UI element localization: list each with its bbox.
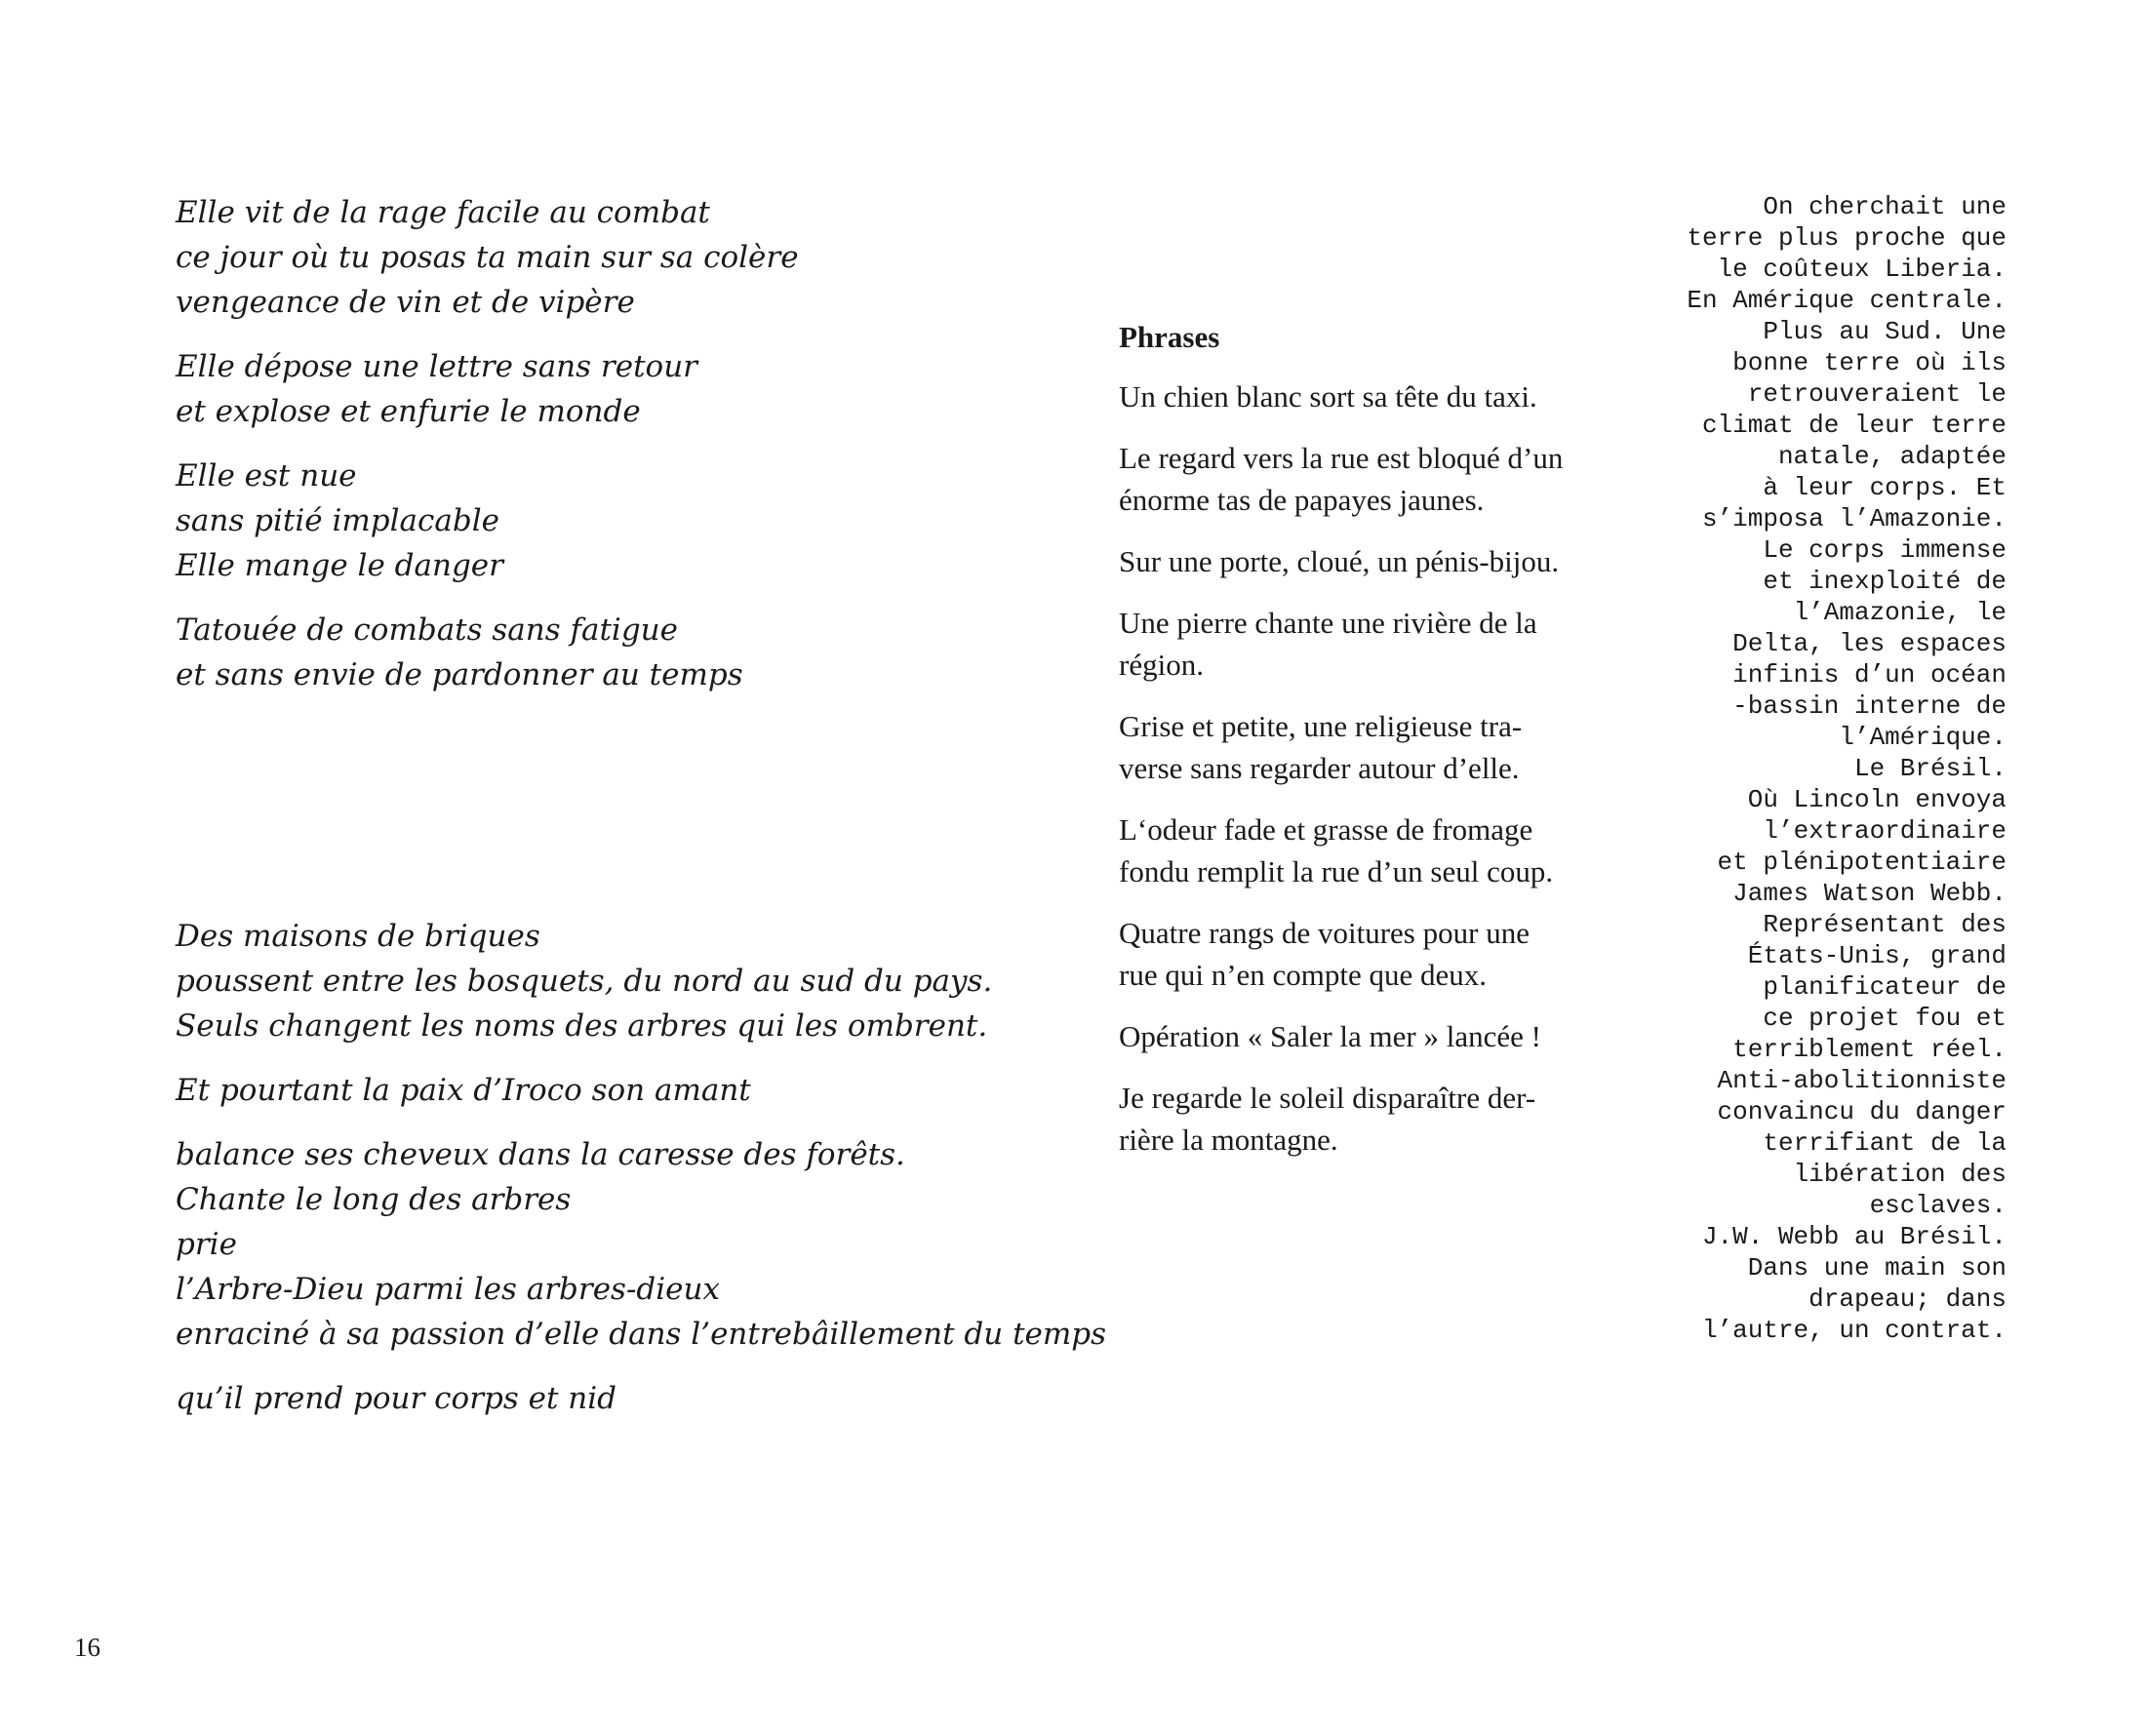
poem-line: Des maisons de briques — [176, 919, 540, 954]
poem-stanza — [176, 1068, 1053, 1113]
poem-stanza — [176, 190, 1053, 325]
phrase-line: Sur une porte, cloué, un pénis-bijou. — [1119, 544, 1560, 578]
poem-line: Seuls changent les noms des arbres qui les ombrent. — [176, 1008, 988, 1044]
typewriter-line: le coûteux Liberia. — [1717, 255, 2007, 284]
poem-line: sans pitié implacable — [176, 503, 499, 538]
poem-stanza — [176, 914, 1053, 1048]
poem-stanza — [176, 454, 1053, 588]
phrase-line: Un chien blanc sort sa tête du taxi. — [1119, 379, 1537, 414]
phrase-line: Opération « Saler la mer » lancée ! — [1119, 1019, 1541, 1053]
poem-line: Tatouée de combats sans fatigue — [176, 612, 678, 648]
typewriter-line: terriblement réel. — [1732, 1035, 2007, 1064]
poem-line: qu’il prend pour corps et nid — [176, 1381, 616, 1416]
poem-stanza — [176, 1376, 1053, 1421]
phrase — [1119, 809, 1607, 892]
phrase — [1119, 540, 1607, 582]
poem-line: Chante le long des arbres — [176, 1182, 572, 1217]
phrases-section — [1119, 316, 1607, 1180]
typewriter-line: l’Amérique. — [1839, 723, 2007, 752]
poem-stanza — [176, 608, 1053, 697]
phrase-line: Une pierre chante une rivière de la — [1119, 606, 1537, 640]
phrase-line: verse sans regarder autour d’elle. — [1119, 751, 1520, 785]
phrase — [1119, 912, 1607, 996]
typewriter-line: Où Lincoln envoya — [1747, 785, 2007, 814]
typewriter-line: esclaves. — [1869, 1191, 2007, 1220]
poem-line: Elle vit de la rage facile au combat — [176, 195, 710, 230]
phrases-title: Phrases — [1119, 320, 1220, 354]
typewriter-line: drapeau; dans — [1808, 1284, 2007, 1314]
phrase — [1119, 1077, 1607, 1161]
poem-line: et explose et enfurie le monde — [176, 394, 641, 429]
typewriter-line: planificateur de — [1763, 972, 2007, 1002]
typewriter-line: -bassin interne de — [1732, 691, 2007, 721]
typewriter-line: James Watson Webb. — [1732, 879, 2007, 908]
page-number: 16 — [74, 1633, 100, 1662]
typewriter-line: Delta, les espaces — [1732, 629, 2007, 658]
phrase — [1119, 375, 1607, 417]
typewriter-line: et inexploité de — [1763, 567, 2007, 596]
typewriter-line: terrifiant de la — [1763, 1128, 2007, 1158]
phrase-line: énorme tas de papayes jaunes. — [1119, 483, 1485, 517]
typewriter-line: convaincu du danger — [1717, 1097, 2007, 1126]
poem-top — [176, 190, 1053, 717]
phrase-line: rière la montagne. — [1119, 1123, 1338, 1157]
typewriter-line: l’autre, un contrat. — [1701, 1316, 2007, 1345]
typewriter-line: et plénipotentiaire — [1717, 848, 2007, 877]
poem-stanza — [176, 344, 1053, 434]
poem-line: Elle est nue — [176, 458, 357, 493]
typewriter-line: ce projet fou et — [1763, 1004, 2007, 1033]
typewriter-line: l’Amazonie, le — [1793, 598, 2007, 627]
poem-stanza — [176, 1132, 1107, 1357]
poem-line: Et pourtant la paix d’Iroco son amant — [176, 1073, 751, 1108]
typewriter-line: Représentant des — [1763, 910, 2007, 939]
typewriter-line: s’imposa l’Amazonie. — [1701, 504, 2007, 533]
phrase — [1119, 1015, 1607, 1057]
typewriter-line: États-Unis, grand — [1747, 941, 2007, 970]
typewriter-line: libération des — [1793, 1160, 2007, 1189]
poem-line: et sans envie de pardonner au temps — [176, 657, 743, 692]
typewriter-line: J.W. Webb au Brésil. — [1701, 1222, 2007, 1251]
typewriter-line: On cherchait une — [1763, 192, 2007, 221]
poem-line: Elle mange le danger — [176, 548, 503, 583]
typewriter-line: bonne terre où ils — [1732, 348, 2007, 377]
poem-line: poussent entre les bosquets, du nord au sud du pays. — [176, 964, 993, 999]
phrase — [1119, 602, 1607, 686]
poem-bottom — [176, 914, 1107, 1440]
typewriter-line: Dans une main son — [1747, 1253, 2007, 1282]
typewriter-line: l’extraordinaire — [1763, 816, 2007, 846]
phrase-line: fondu remplit la rue d’un seul coup. — [1119, 854, 1554, 888]
typewriter-line: Le Brésil. — [1853, 754, 2007, 783]
poem-line: balance ses cheveux dans la caresse des forêts. — [176, 1137, 905, 1172]
poem-line: prie — [176, 1227, 237, 1262]
phrase-line: L‘odeur fade et grasse de fromage — [1119, 812, 1533, 847]
phrase-line: rue qui n’en compte que deux. — [1119, 958, 1488, 992]
phrase — [1119, 437, 1607, 521]
typewriter-line: Le corps immense — [1763, 535, 2007, 565]
phrase-line: Le regard vers la rue est bloqué d’un — [1119, 441, 1564, 475]
poem-line: ce jour où tu posas ta main sur sa colère — [176, 240, 799, 275]
poem-line: l’Arbre-Dieu parmi les arbres-dieux — [176, 1272, 720, 1307]
typewriter-line: natale, adaptée — [1777, 442, 2007, 471]
phrase-line: région. — [1119, 648, 1204, 682]
typewriter-line: retrouveraient le — [1747, 379, 2007, 409]
typewriter-line: climat de leur terre — [1701, 411, 2007, 440]
phrase — [1119, 705, 1607, 789]
poem-line: vengeance de vin et de vipère — [176, 285, 635, 320]
typewriter-line: terre plus proche que — [1687, 223, 2007, 253]
poem-line: Elle dépose une lettre sans retour — [176, 349, 697, 384]
typewriter-line: En Amérique centrale. — [1687, 286, 2007, 315]
typewriter-line: infinis d’un océan — [1732, 660, 2007, 690]
typewriter-line: Anti-abolitionniste — [1717, 1066, 2007, 1095]
typewriter-line: à leur corps. Et — [1763, 473, 2007, 502]
typewriter-line: Plus au Sud. Une — [1763, 317, 2007, 346]
poem-line: enraciné à sa passion d’elle dans l’entrebâillement du temps — [176, 1317, 1107, 1352]
phrase-line: Grise et petite, une religieuse tra- — [1119, 709, 1523, 743]
phrase-line: Quatre rangs de voitures pour une — [1119, 916, 1530, 950]
typewriter-column — [1597, 191, 2007, 1346]
phrase-line: Je regarde le soleil disparaître der- — [1119, 1081, 1536, 1115]
